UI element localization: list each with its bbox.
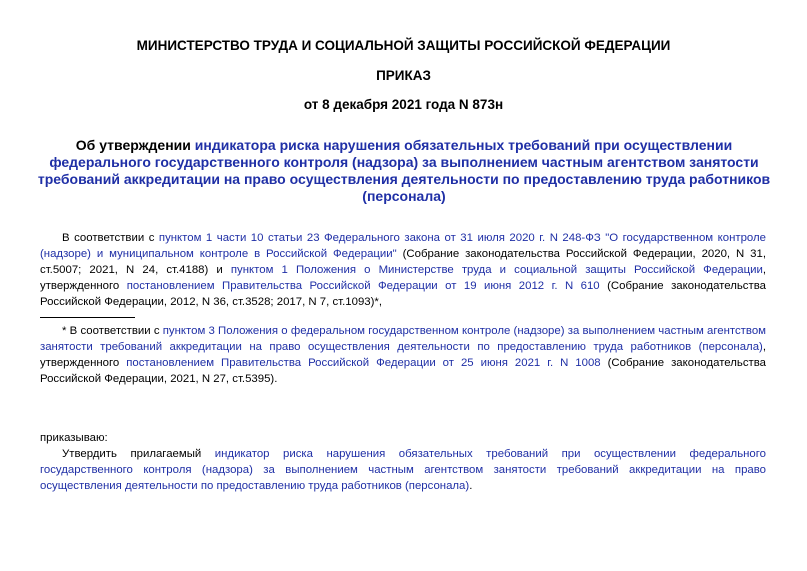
title-indicator-link[interactable]: индикатора риска нарушения обязательных требований при осуществлении федерального государственного контроля (надзора) за выполнением частным агентством занятости требований аккредитации на право осуществления деятельности по предоставлению труда работников (персонала) bbox=[37, 137, 771, 204]
footnote-text-2: , утвержденного bbox=[40, 341, 766, 369]
footnote-separator bbox=[40, 317, 135, 318]
document-date-number: от 8 декабря 2021 года N 873н bbox=[303, 97, 504, 112]
approve-paragraph bbox=[40, 446, 766, 494]
footnote-text-1: * В соответствии с bbox=[62, 325, 163, 337]
document-type: ПРИКАЗ bbox=[376, 68, 431, 83]
control-regulation-link[interactable]: пунктом 3 Положения о федеральном государственном контроле (надзоре) за выполнением частным агентством занятости требований аккредитации на право осуществления деятельности по предоставлению труда работников (персонала) bbox=[40, 325, 766, 353]
preamble-text-1: В соответствии с bbox=[62, 232, 159, 244]
footnote-paragraph bbox=[40, 323, 766, 387]
document-title bbox=[34, 137, 774, 205]
approve-text-1: Утвердить прилагаемый bbox=[62, 448, 215, 460]
ministry-regulation-link[interactable]: пунктом 1 Положения о Министерстве труда и социальной защиты Российской Федерации bbox=[230, 264, 763, 276]
law-article-link[interactable]: пунктом 1 части 10 статьи bbox=[158, 232, 303, 244]
approved-indicator-link[interactable]: индикатор риска нарушения обязательных требований при осуществлении федерального государственного контроля (надзора) за выполнением частным агентством занятости требований аккредитации на право осуществления деятельности по предоставлению труда работников (персонала) bbox=[40, 448, 767, 492]
ministry-heading: МИНИСТЕРСТВО ТРУДА И СОЦИАЛЬНОЙ ЗАЩИТЫ РОССИЙСКОЙ ФЕДЕРАЦИИ bbox=[136, 38, 671, 53]
title-prefix: Об утверждении bbox=[75, 137, 195, 153]
preamble-text-4: , утвержденного bbox=[40, 264, 766, 292]
government-resolution-1008-link[interactable]: постановлением Правительства Российской Федерации от 25 июня 2021 г. N 1008 bbox=[126, 357, 601, 369]
preamble-text-5: (Собрание законодательства Российской Федерации, 2012, N 36, ст.3528; 2017, N 7, ст.1093)*, bbox=[40, 280, 766, 308]
government-resolution-610-link[interactable]: постановлением Правительства Российской Федерации от 19 июня 2012 г. N 610 bbox=[126, 280, 600, 292]
approve-text-2: . bbox=[469, 480, 473, 492]
footnote-text-3: (Собрание законодательства Российской Федерации, 2021, N 27, ст.5395). bbox=[40, 357, 766, 385]
order-word: приказываю: bbox=[40, 432, 108, 444]
preamble-text-3: (Собрание законодательства Российской Федерации, 2020, N 31, ст.5007; 2021, N 24, ст.4188) и bbox=[40, 248, 766, 276]
federal-law-link[interactable]: 23 Федерального закона от 31 июля 2020 г. N 248-ФЗ "О государственном контроле (надзоре) и муниципальном контроле в Российской Федерации" bbox=[40, 232, 766, 260]
preamble-paragraph bbox=[40, 230, 766, 310]
